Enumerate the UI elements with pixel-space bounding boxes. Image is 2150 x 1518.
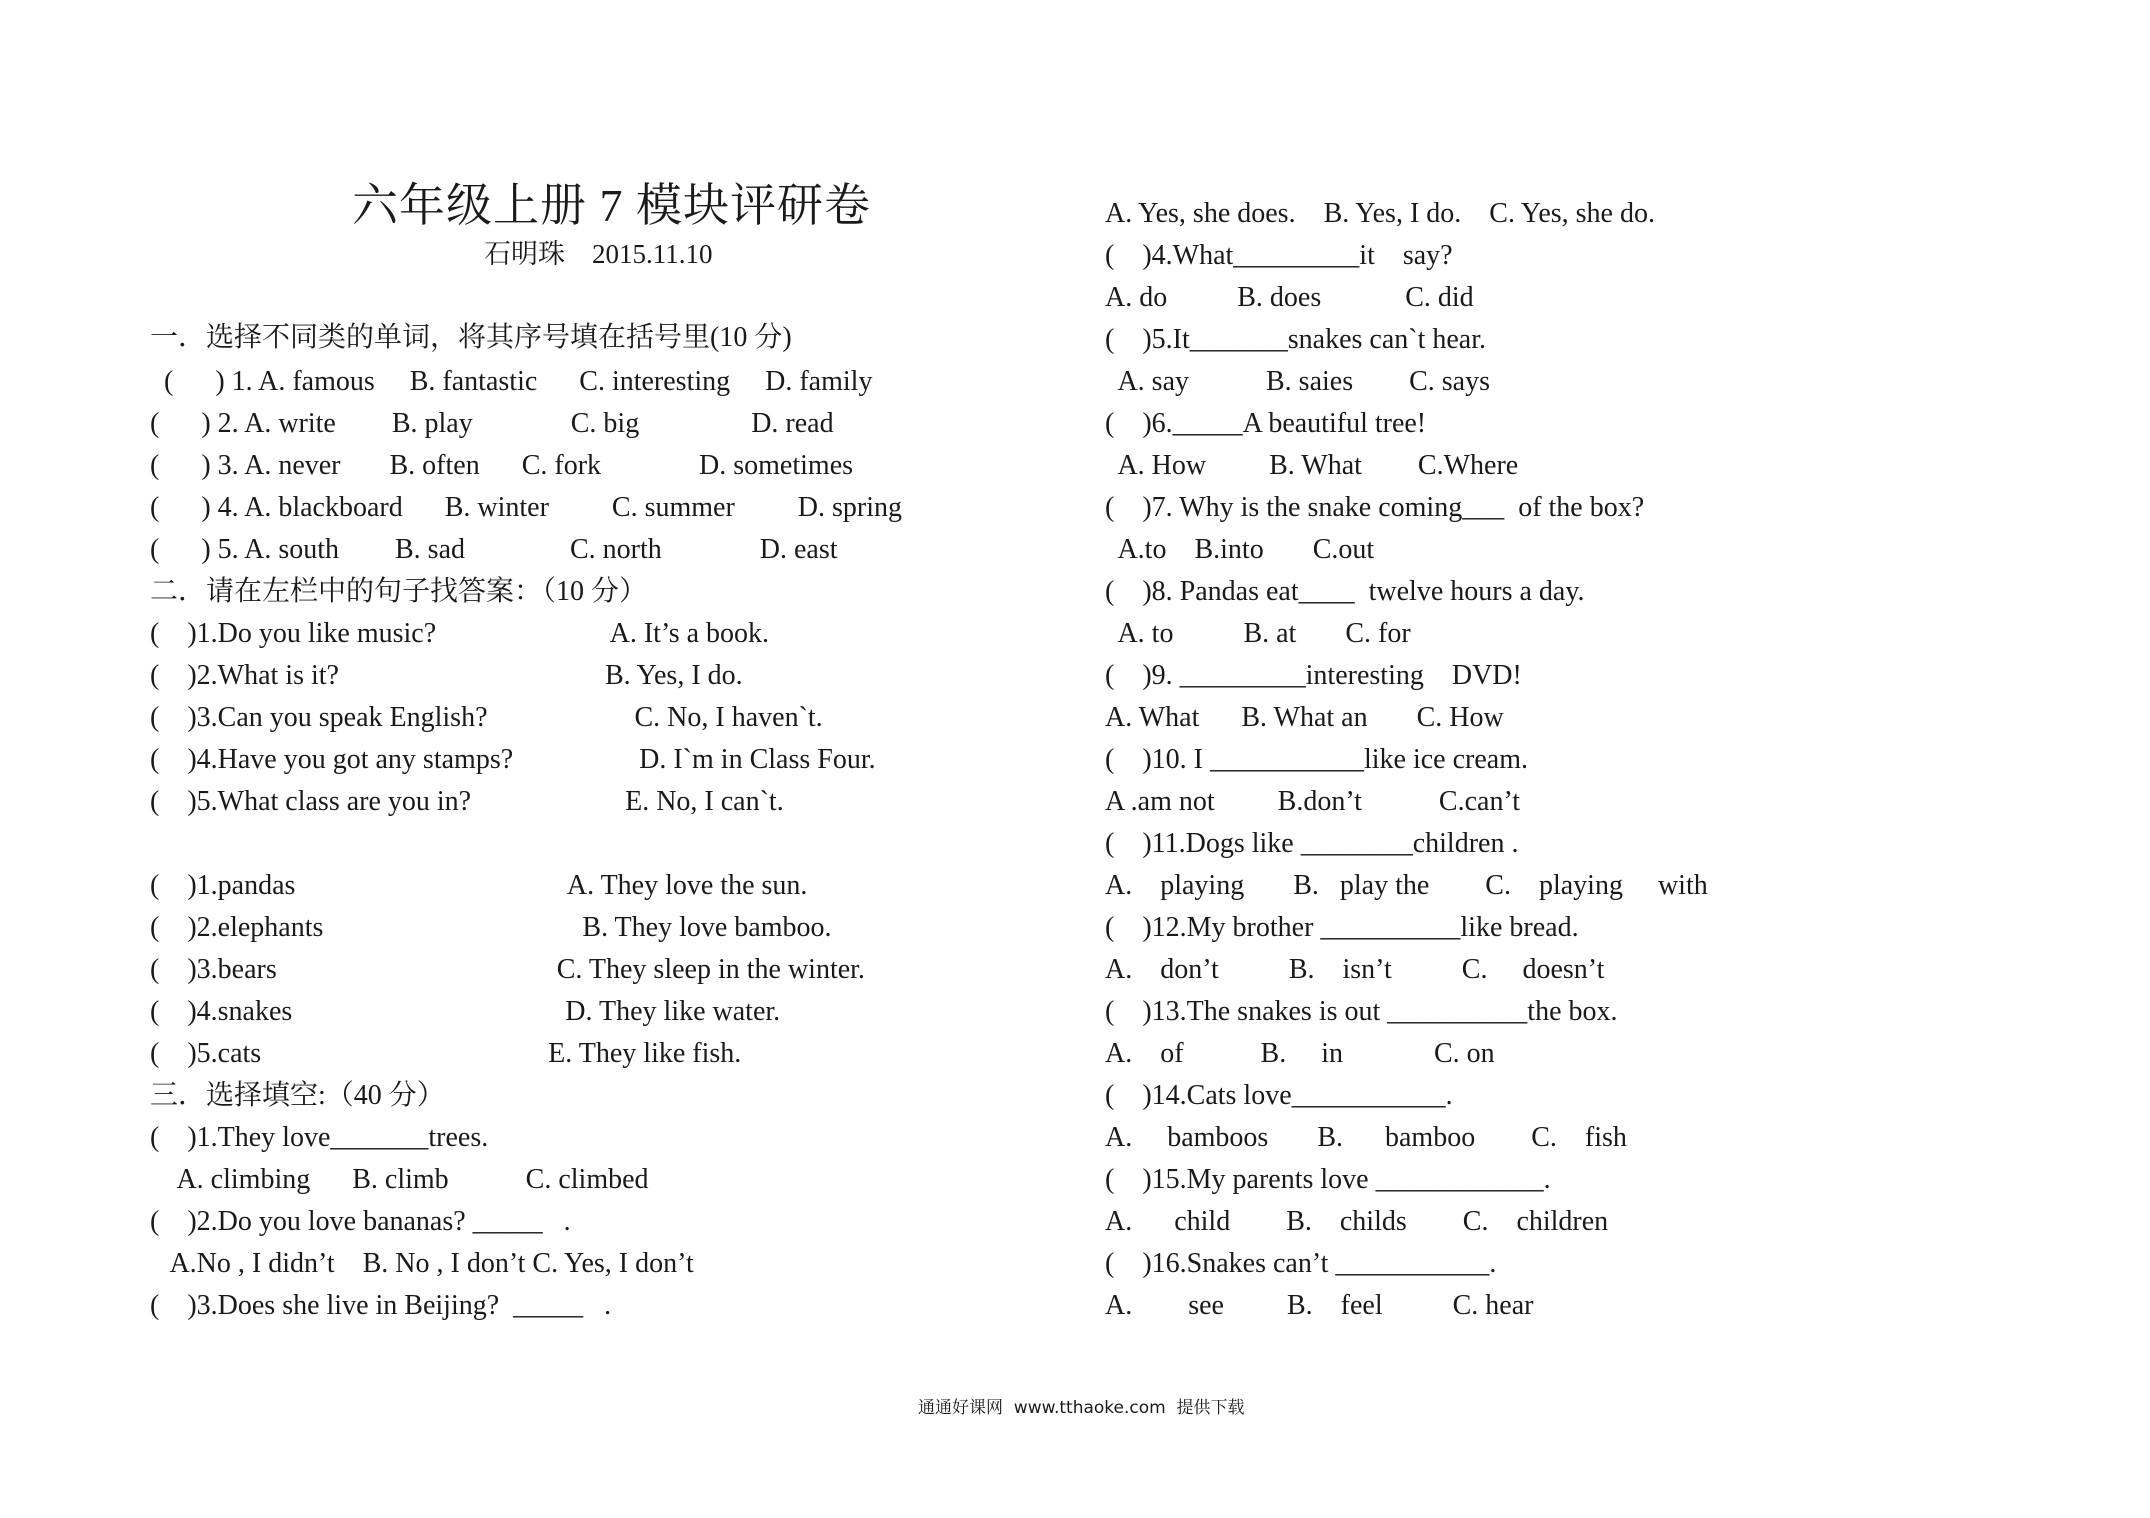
options-line: A.to B.into C.out: [1105, 534, 1375, 565]
question-line: ( ) 4. A. blackboard B. winter C. summer D. spring: [150, 492, 903, 523]
options-line: A. climbing B. climb C. climbed: [150, 1164, 649, 1195]
question-line: ( )8. Pandas eat____ twelve hours a day.: [1105, 576, 1585, 607]
question-line: ( )4.What_________it say?: [1105, 240, 1453, 271]
question-line: ( ) 5. A. south B. sad C. north D. east: [150, 534, 838, 565]
footer-watermark: 通通好课网 www.tthaoke.com 提供下载: [918, 1398, 1245, 1418]
options-line: A. see B. feel C. hear: [1105, 1290, 1534, 1321]
question-line: ( )6._____A beautiful tree!: [1105, 408, 1427, 439]
options-line: A. of B. in C. on: [1105, 1038, 1495, 1069]
match-line: ( )5.What class are you in? E. No, I can`t.: [150, 786, 784, 817]
question-line: ( )7. Why is the snake coming___ of the box?: [1105, 492, 1645, 523]
options-line: A. bamboos B. bamboo C. fish: [1105, 1122, 1627, 1153]
match-line: ( )1.Do you like music? A. It’s a book.: [150, 618, 770, 649]
question-line: ( )1.They love_______trees.: [150, 1122, 489, 1153]
options-line: A. child B. childs C. children: [1105, 1206, 1609, 1237]
question-line: ( ) 2. A. write B. play C. big D. read: [150, 408, 834, 439]
match-line: ( )2.elephants B. They love bamboo.: [150, 912, 832, 943]
question-line: ( )3.Does she live in Beijing? _____ .: [150, 1290, 612, 1321]
match-line: ( )5.cats E. They like fish.: [150, 1038, 742, 1069]
question-line: ( )9. _________interesting DVD!: [1105, 660, 1522, 691]
question-line: ( )12.My brother __________like bread.: [1105, 912, 1579, 943]
options-line: A. How B. What C.Where: [1105, 450, 1519, 481]
match-line: ( )4.Have you got any stamps? D. I`m in Class Four.: [150, 744, 876, 775]
section-3-heading: 三．选择填空:（40 分）: [150, 1080, 445, 1111]
options-line: A. Yes, she does. B. Yes, I do. C. Yes, she do.: [1105, 198, 1655, 229]
options-line: A. to B. at C. for: [1105, 618, 1411, 649]
options-line: A. say B. saies C. says: [1105, 366, 1490, 397]
section-2-heading: 二．请在左栏中的句子找答案：（10 分）: [150, 576, 648, 607]
options-line: A .am not B.don’t C.can’t: [1105, 786, 1521, 817]
question-line: ( )2.Do you love bananas? _____ .: [150, 1206, 571, 1237]
question-line: ( )15.My parents love ____________.: [1105, 1164, 1551, 1195]
question-line: ( )10. I ___________like ice cream.: [1105, 744, 1528, 775]
options-line: A. do B. does C. did: [1105, 282, 1474, 313]
question-line: ( ) 3. A. never B. often C. fork D. sometimes: [150, 450, 854, 481]
options-line: A. What B. What an C. How: [1105, 702, 1504, 733]
question-line: ( )5.It_______snakes can`t hear.: [1105, 324, 1486, 355]
match-line: ( )1.pandas A. They love the sun.: [150, 870, 808, 901]
match-line: ( )2.What is it? B. Yes, I do.: [150, 660, 743, 691]
options-line: A. playing B. play the C. playing with: [1105, 870, 1708, 901]
section-1-heading: 一．选择不同类的单词，将其序号填在括号里(10 分): [150, 322, 792, 353]
options-line: A. don’t B. isn’t C. doesn’t: [1105, 954, 1605, 985]
question-line: ( )16.Snakes can’t ___________.: [1105, 1248, 1497, 1279]
author-date: 石明珠 2015.11.10: [484, 239, 713, 269]
match-line: ( )4.snakes D. They like water.: [150, 996, 781, 1027]
question-line: ( ) 1. A. famous B. fantastic C. interesting D. family: [150, 366, 873, 397]
question-line: ( )14.Cats love___________.: [1105, 1080, 1453, 1111]
question-line: ( )13.The snakes is out __________the box.: [1105, 996, 1618, 1027]
page-title: 六年级上册 7 模块评研卷: [352, 180, 871, 231]
options-line: A.No , I didn’t B. No , I don’t C. Yes, I don’t: [150, 1248, 694, 1279]
match-line: ( )3.bears C. They sleep in the winter.: [150, 954, 865, 985]
question-line: ( )11.Dogs like ________children .: [1105, 828, 1519, 859]
match-line: ( )3.Can you speak English? C. No, I haven`t.: [150, 702, 823, 733]
